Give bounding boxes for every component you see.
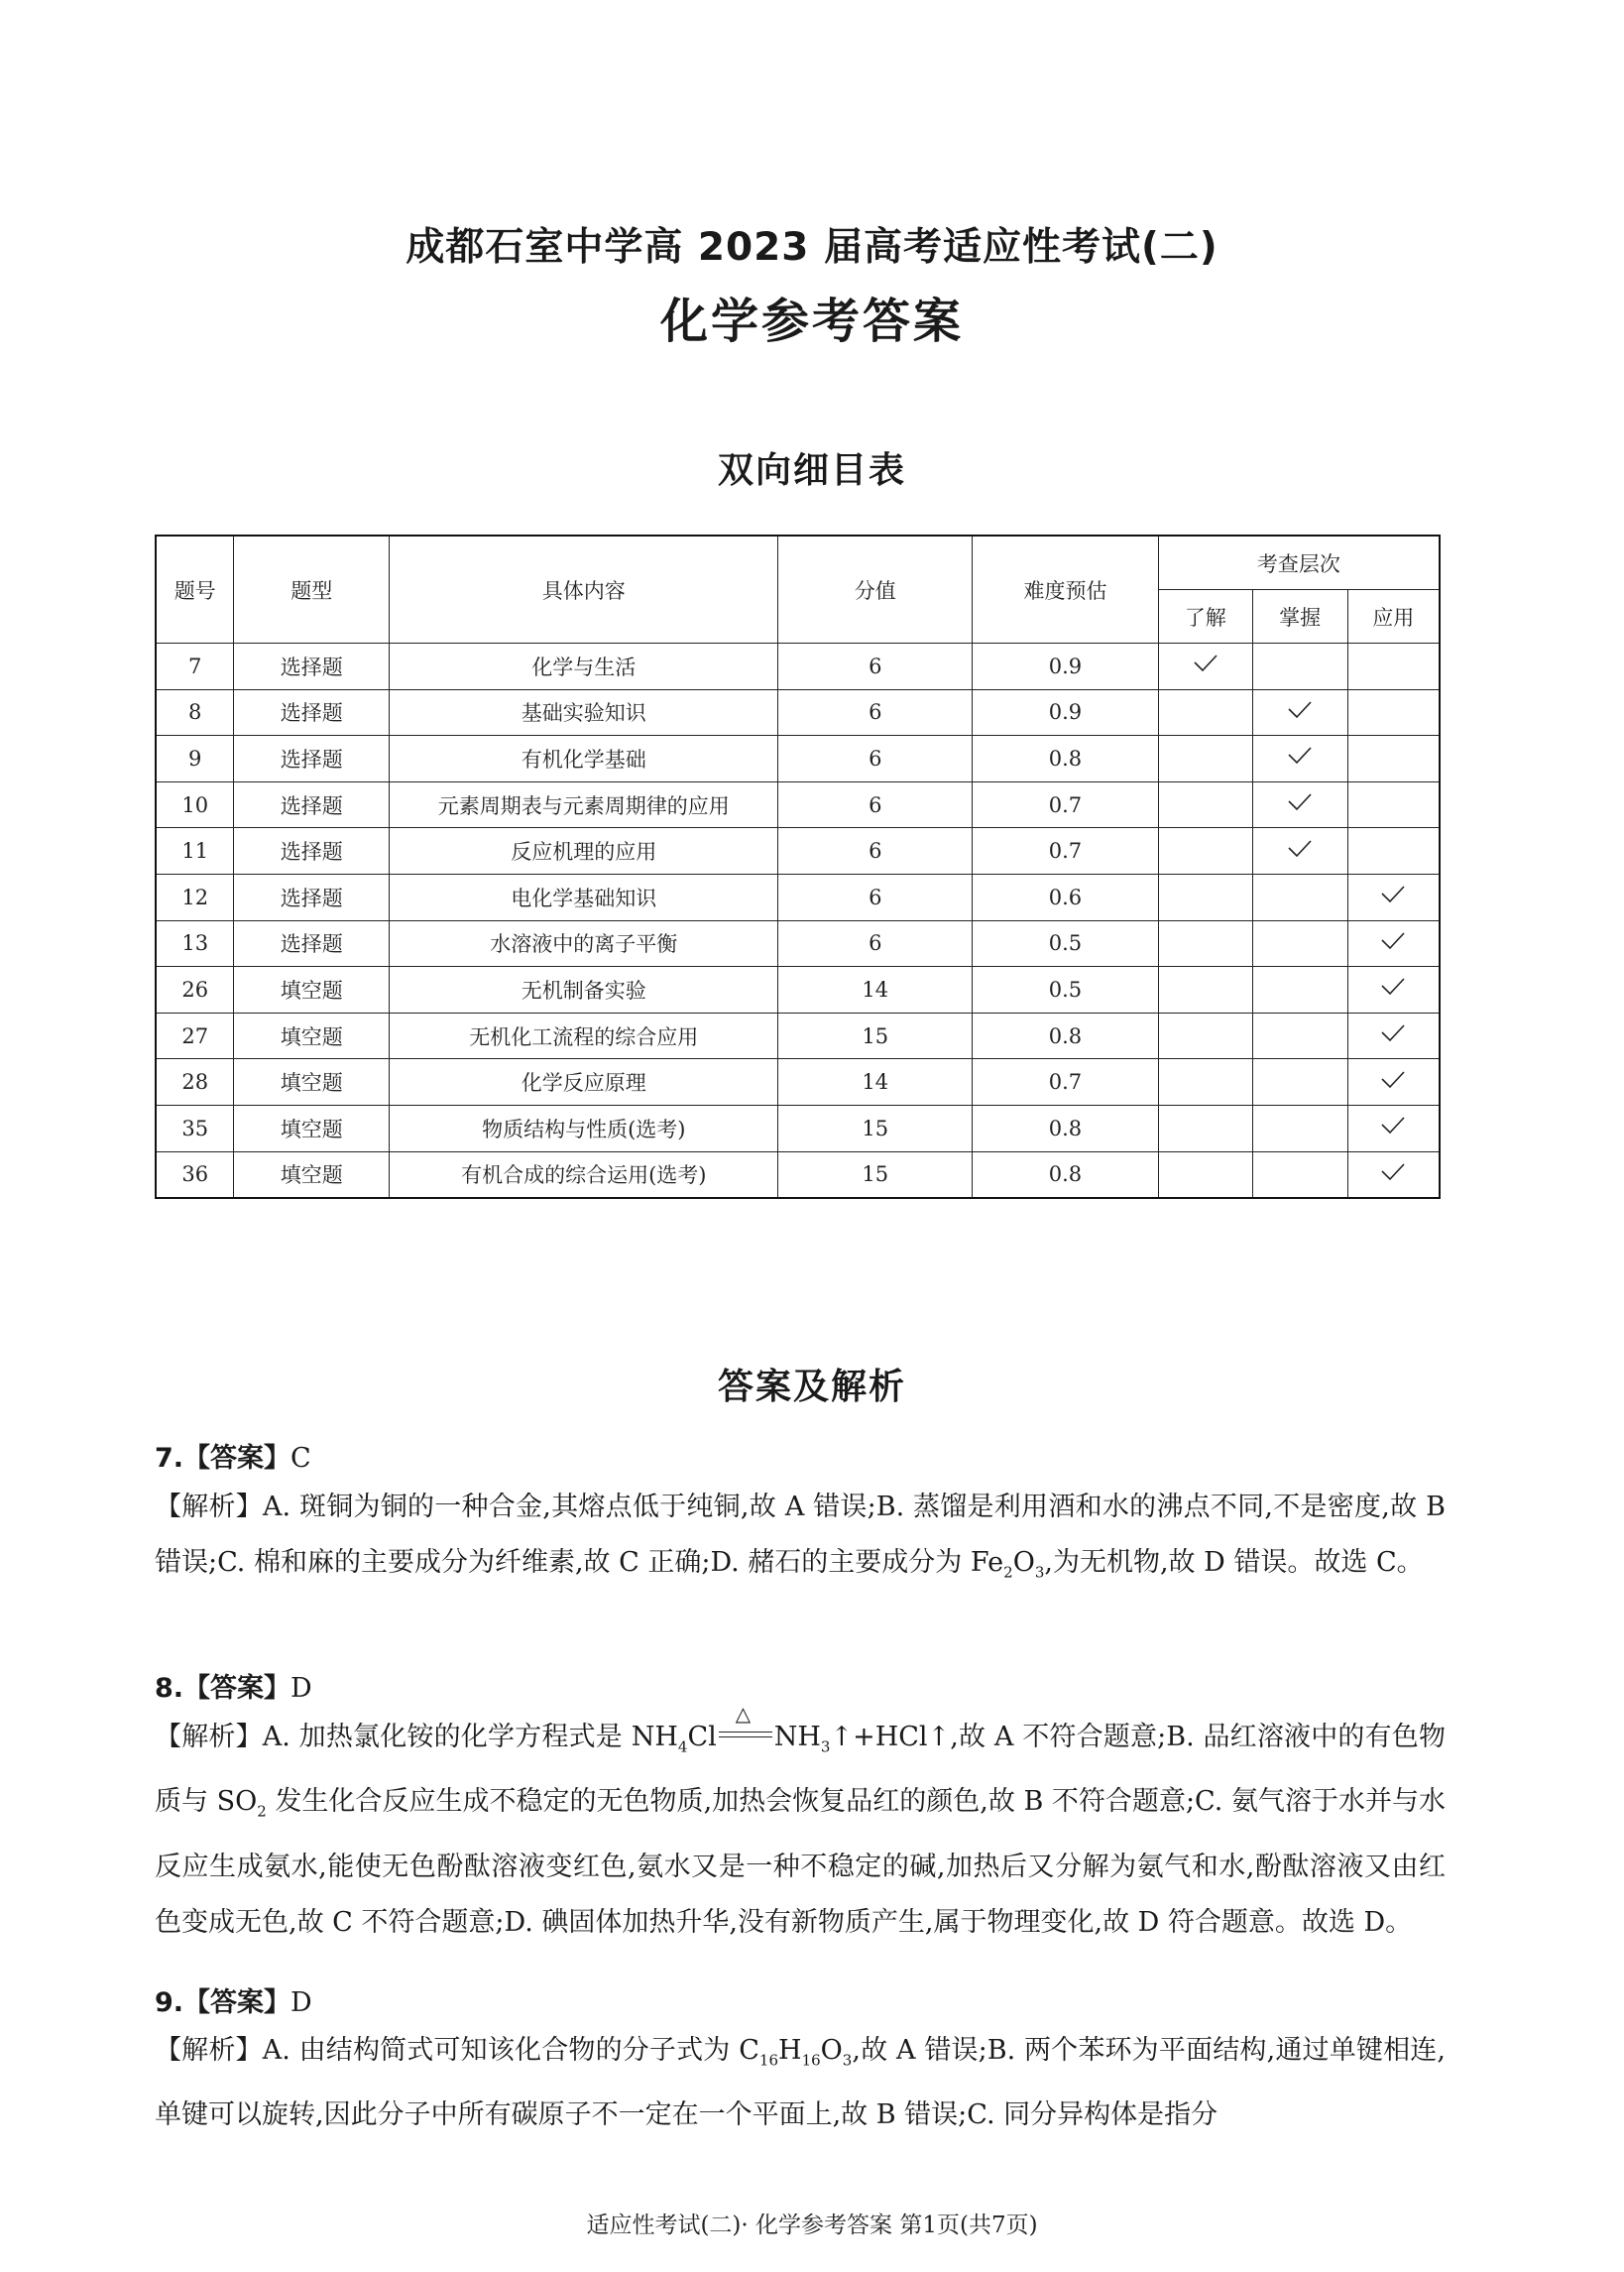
q8-text-c: 发生化合反应生成不稳定的无色物质,加热会恢复品红的颜色,故 B 不符合题意;C. 氨气溶于水并与水反应生成氨水,能使无色酚酞溶液变红色,氨水又是一种不稳定的碱,加热后又分解为氨气和水,酚酞溶液又由红色变成无色,故 C 不符合题意;D. 碘固体加热升华,没有新物质产生,属于物理变化,故 D 符合题意。故选 D。: [155, 1786, 1446, 1938]
q8-answer-label: 【答案】: [183, 1673, 291, 1704]
cell-level-apply: [1347, 1059, 1440, 1106]
header-level: 考查层次: [1158, 536, 1440, 590]
check-mark-icon: [1380, 885, 1406, 904]
cell-score: 6: [778, 644, 973, 690]
q9-answer-label: 【答案】: [183, 1987, 291, 2018]
cell-num: 11: [156, 828, 234, 875]
cell-level-apply: [1347, 736, 1440, 782]
check-mark-icon: [1287, 792, 1313, 812]
header-content: 具体内容: [390, 536, 778, 644]
cell-level-apply: [1347, 920, 1440, 967]
cell-type: 选择题: [234, 781, 390, 828]
heat-reaction-arrow: △: [717, 1718, 774, 1747]
check-mark-icon: [1380, 1023, 1406, 1043]
cell-level-apply: [1347, 1013, 1440, 1059]
cell-score: 15: [778, 1105, 973, 1151]
cell-num: 10: [156, 781, 234, 828]
cell-score: 6: [778, 828, 973, 875]
check-mark-icon: [1193, 654, 1218, 673]
cell-score: 6: [778, 920, 973, 967]
cell-num: 9: [156, 736, 234, 782]
header-level-apply: 应用: [1347, 590, 1440, 644]
table-row: [156, 1013, 1440, 1059]
cell-level-understand: [1158, 689, 1252, 736]
cell-level-master: [1252, 1059, 1347, 1106]
q8-text-b: ,故 A 不符合题意;B. 品红溶液中的有色物质与: [155, 1722, 1447, 1818]
table-section-title: 双向细目表: [717, 450, 906, 491]
cell-score: 6: [778, 874, 973, 920]
q7-analysis: [155, 1480, 1446, 1600]
cell-difficulty: 0.9: [973, 689, 1159, 736]
cell-level-understand: [1158, 736, 1252, 782]
header-level-master: 掌握: [1252, 590, 1347, 644]
cell-content: 有机化学基础: [390, 736, 778, 782]
cell-level-master: [1252, 920, 1347, 967]
cell-level-master: [1252, 644, 1347, 690]
cell-level-understand: [1158, 781, 1252, 828]
cell-num: 35: [156, 1105, 234, 1151]
cell-level-master: [1252, 874, 1347, 920]
cell-level-understand: [1158, 967, 1252, 1014]
spec-table-body: [156, 644, 1440, 1199]
cell-level-understand: [1158, 644, 1252, 690]
cell-level-master: [1252, 1013, 1347, 1059]
cell-content: 化学与生活: [390, 644, 778, 690]
q9-text-b: ,故 A 错误;B. 两个苯环为平面结构,通过单键相连,单键可以旋转,因此分子中所有碳原子不一定在一个平面上,故 B 错误;C. 同分异构体是指分: [155, 2035, 1447, 2131]
cell-difficulty: 0.5: [973, 967, 1159, 1014]
cell-type: 填空题: [234, 1059, 390, 1106]
q8-formula-nh4cl: $NH_4Cl$: [631, 1722, 717, 1756]
cell-type: 选择题: [234, 736, 390, 782]
q7-answer-line: [155, 1436, 311, 1475]
cell-content: 水溶液中的离子平衡: [390, 920, 778, 967]
cell-level-understand: [1158, 1059, 1252, 1106]
cell-level-apply: [1347, 689, 1440, 736]
check-mark-icon: [1380, 977, 1406, 997]
q9-analysis-label: 【解析】: [155, 2035, 263, 2066]
cell-num: 7: [156, 644, 234, 690]
cell-level-master: [1252, 781, 1347, 828]
table-row: [156, 874, 1440, 920]
cell-difficulty: 0.9: [973, 644, 1159, 690]
q7-answer-label: 【答案】: [183, 1443, 291, 1474]
table-row: [156, 781, 1440, 828]
q9-answer-line: [155, 1980, 312, 2019]
table-row: [156, 1059, 1440, 1106]
q8-analysis-label: 【解析】: [155, 1722, 263, 1752]
check-mark-icon: [1287, 746, 1313, 766]
q8-products: $NH_3↑+HCl↑$: [773, 1722, 951, 1756]
check-mark-icon: [1380, 931, 1406, 951]
cell-level-apply: [1347, 644, 1440, 690]
check-mark-icon: [1380, 1116, 1406, 1136]
q9-text-a: A. 由结构简式可知该化合物的分子式为: [262, 2035, 740, 2066]
answers-section-title: 答案及解析: [717, 1367, 906, 1407]
cell-content: 有机合成的综合运用(选考): [390, 1151, 778, 1198]
cell-num: 28: [156, 1059, 234, 1106]
q7-analysis-text-2: ,为无机物,故 D 错误。故选 C。: [1044, 1547, 1424, 1578]
document-title: 化学参考答案: [659, 294, 964, 349]
cell-difficulty: 0.7: [973, 828, 1159, 875]
cell-content: 电化学基础知识: [390, 874, 778, 920]
cell-level-master: [1252, 1105, 1347, 1151]
q9-formula: $C_{16}H_{16}O_3$: [739, 2035, 853, 2070]
q8-text-a: A. 加热氯化铵的化学方程式是: [262, 1722, 632, 1752]
q8-formula-so2: $SO_2$: [216, 1786, 267, 1821]
cell-level-understand: [1158, 1013, 1252, 1059]
cell-type: 填空题: [234, 1105, 390, 1151]
cell-level-apply: [1347, 1105, 1440, 1151]
table-row: [156, 736, 1440, 782]
cell-type: 填空题: [234, 967, 390, 1014]
cell-difficulty: 0.6: [973, 874, 1159, 920]
cell-score: 6: [778, 689, 973, 736]
header-difficulty: 难度预估: [973, 536, 1159, 644]
cell-score: 6: [778, 736, 973, 782]
cell-difficulty: 0.7: [973, 781, 1159, 828]
check-mark-icon: [1380, 1070, 1406, 1090]
cell-content: 无机制备实验: [390, 967, 778, 1014]
q9-answer: D: [290, 1987, 312, 2018]
spec-table: [155, 535, 1441, 1199]
check-mark-icon: [1380, 1162, 1406, 1182]
q9-analysis: [155, 2023, 1446, 2143]
cell-type: 选择题: [234, 644, 390, 690]
cell-level-master: [1252, 1151, 1347, 1198]
cell-level-understand: [1158, 828, 1252, 875]
q8-answer: D: [290, 1673, 312, 1704]
cell-score: 15: [778, 1151, 973, 1198]
cell-level-apply: [1347, 874, 1440, 920]
q7-analysis-label: 【解析】: [155, 1492, 264, 1522]
cell-level-master: [1252, 828, 1347, 875]
cell-content: 化学反应原理: [390, 1059, 778, 1106]
cell-score: 14: [778, 967, 973, 1014]
cell-num: 13: [156, 920, 234, 967]
cell-level-understand: [1158, 1105, 1252, 1151]
cell-difficulty: 0.8: [973, 1013, 1159, 1059]
table-row: [156, 1151, 1440, 1198]
table-row: [156, 689, 1440, 736]
cell-num: 36: [156, 1151, 234, 1198]
cell-difficulty: 0.5: [973, 920, 1159, 967]
cell-content: 基础实验知识: [390, 689, 778, 736]
exam-title: 成都石室中学高 2023 届高考适应性考试(二): [406, 225, 1218, 270]
q7-formula-fe2o3: $Fe_2O_3$: [970, 1547, 1045, 1582]
cell-level-apply: [1347, 781, 1440, 828]
cell-difficulty: 0.8: [973, 1105, 1159, 1151]
cell-difficulty: 0.8: [973, 1151, 1159, 1198]
q8-number: 8.: [155, 1673, 184, 1704]
cell-content: 元素周期表与元素周期律的应用: [390, 781, 778, 828]
table-row: [156, 920, 1440, 967]
check-mark-icon: [1287, 839, 1313, 859]
check-mark-icon: [1287, 700, 1313, 720]
header-level-understand: 了解: [1158, 590, 1252, 644]
cell-num: 12: [156, 874, 234, 920]
q7-analysis-text-1: A. 斑铜为铜的一种合金,其熔点低于纯铜,故 A 错误;B. 蒸馏是利用酒和水的沸点不同,不是密度,故 B 错误;C. 棉和麻的主要成分为纤维素,故 C 正确;D. 赭石的主要成分为: [155, 1492, 1447, 1578]
cell-content: 物质结构与性质(选考): [390, 1105, 778, 1151]
q8-answer-line: [155, 1666, 312, 1705]
cell-content: 无机化工流程的综合应用: [390, 1013, 778, 1059]
cell-level-master: [1252, 736, 1347, 782]
header-score: 分值: [778, 536, 973, 644]
cell-type: 选择题: [234, 828, 390, 875]
q9-number: 9.: [155, 1987, 184, 2018]
cell-score: 6: [778, 781, 973, 828]
table-row: [156, 1105, 1440, 1151]
cell-num: 26: [156, 967, 234, 1014]
q8-analysis: [155, 1702, 1447, 1951]
cell-type: 选择题: [234, 874, 390, 920]
cell-difficulty: 0.8: [973, 736, 1159, 782]
cell-score: 14: [778, 1059, 973, 1106]
cell-content: 反应机理的应用: [390, 828, 778, 875]
cell-type: 填空题: [234, 1013, 390, 1059]
cell-score: 15: [778, 1013, 973, 1059]
cell-difficulty: 0.7: [973, 1059, 1159, 1106]
page-footer: 适应性考试(二)· 化学参考答案 第1页(共7页): [586, 2212, 1038, 2238]
cell-num: 27: [156, 1013, 234, 1059]
header-num: 题号: [156, 536, 234, 644]
cell-level-master: [1252, 689, 1347, 736]
table-row: [156, 828, 1440, 875]
table-row: [156, 644, 1440, 690]
cell-num: 8: [156, 689, 234, 736]
cell-level-apply: [1347, 967, 1440, 1014]
cell-level-understand: [1158, 1151, 1252, 1198]
cell-level-understand: [1158, 874, 1252, 920]
header-type: 题型: [234, 536, 390, 644]
cell-type: 选择题: [234, 689, 390, 736]
table-row: [156, 967, 1440, 1014]
cell-level-master: [1252, 967, 1347, 1014]
cell-type: 填空题: [234, 1151, 390, 1198]
q7-answer: C: [290, 1443, 311, 1474]
cell-level-apply: [1347, 828, 1440, 875]
q7-number: 7.: [155, 1443, 184, 1474]
cell-type: 选择题: [234, 920, 390, 967]
cell-level-apply: [1347, 1151, 1440, 1198]
cell-level-understand: [1158, 920, 1252, 967]
